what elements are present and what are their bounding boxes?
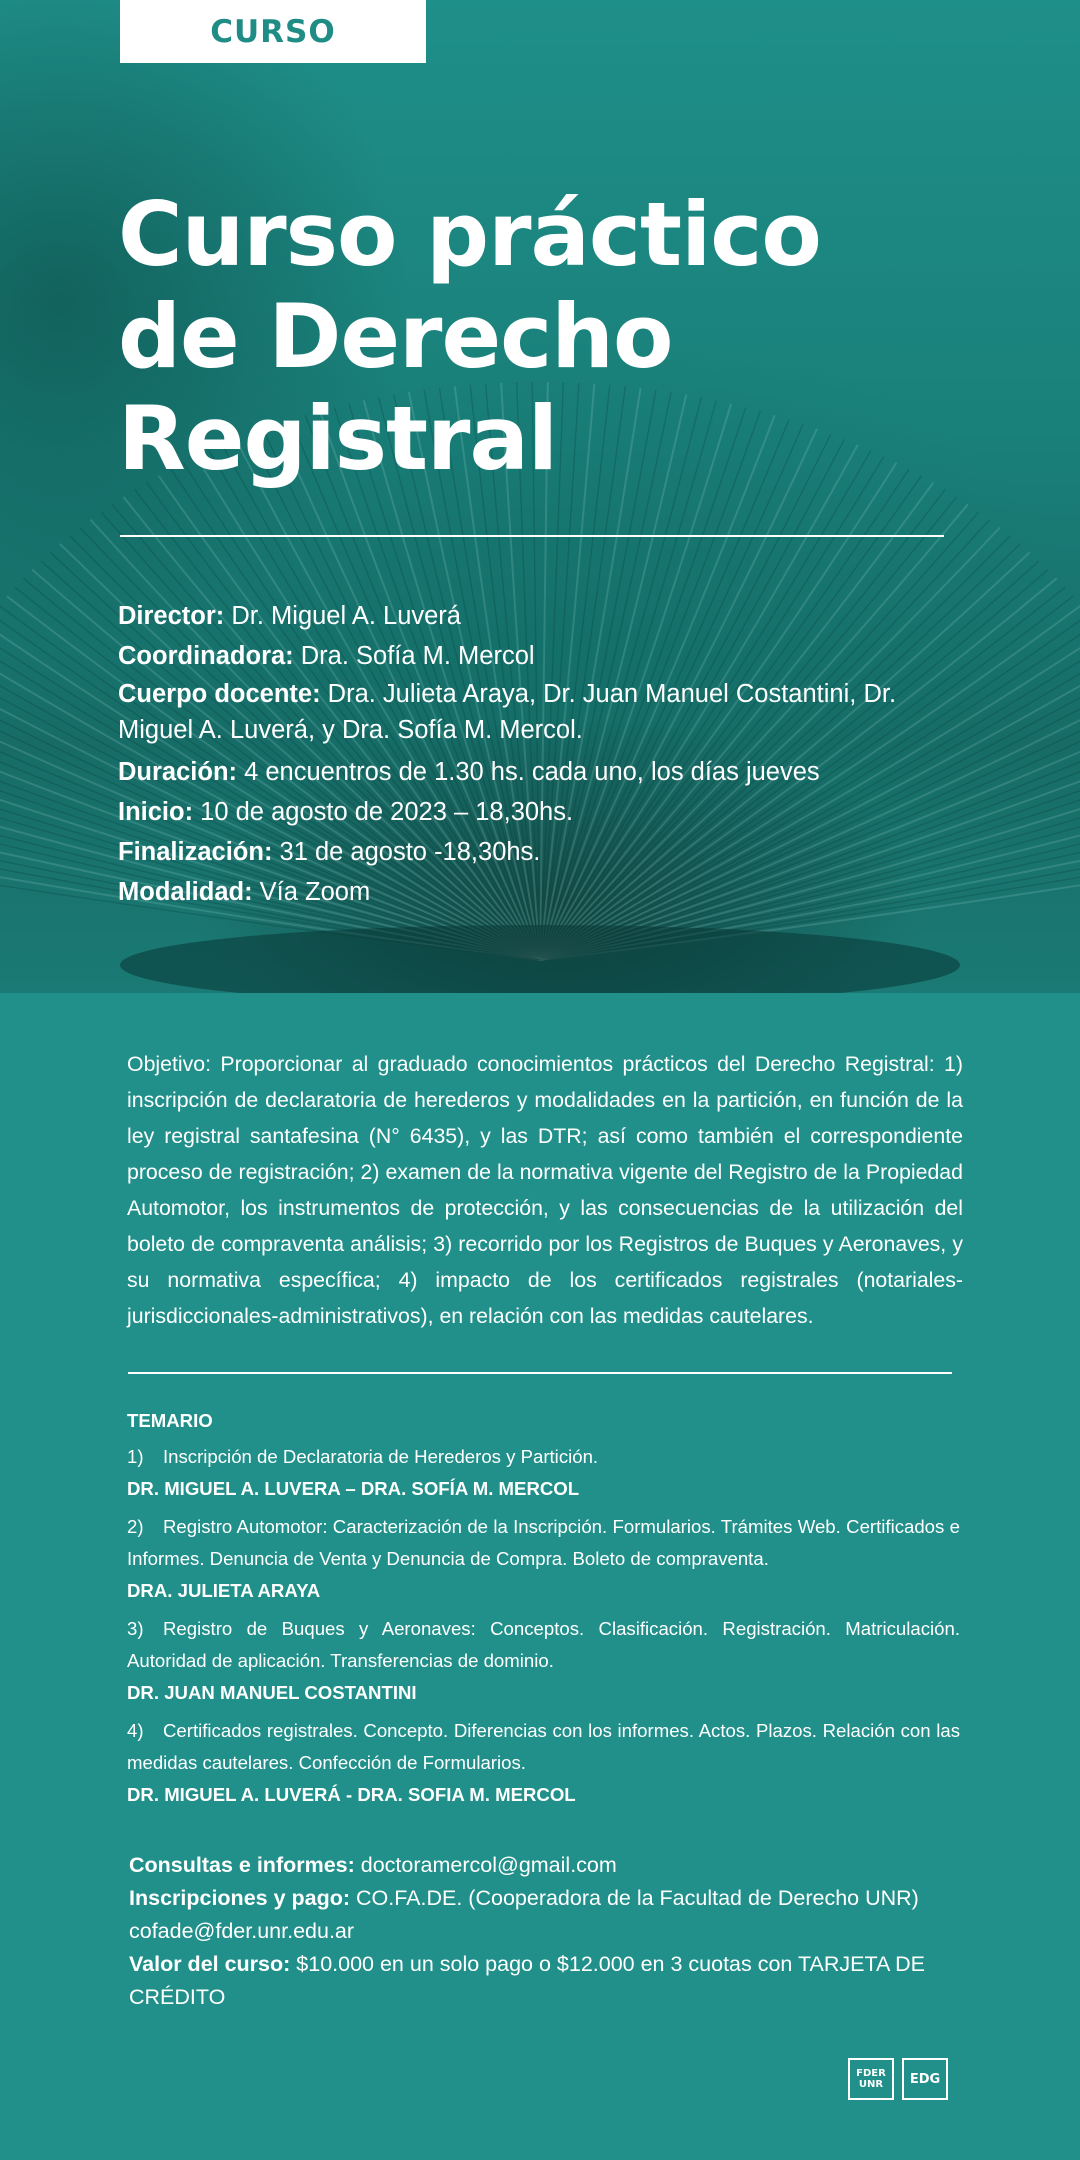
title-line-3: Registral	[118, 387, 557, 490]
temario-item-number: 1)	[127, 1446, 144, 1467]
temario-heading: TEMARIO	[127, 1410, 213, 1431]
temario-item	[127, 1715, 960, 1779]
course-info	[118, 596, 978, 912]
hero-section	[0, 0, 1080, 993]
course-badge	[120, 0, 426, 63]
temario-item-professor: DR. MIGUEL A. LUVERÁ - DRA. SOFIA M. MERCOL	[127, 1784, 576, 1805]
objective-paragraph: Objetivo: Proporcionar al graduado conocimientos prácticos del Derecho Registral: 1) inscripción de declaratoria de herederos y modalidades en la partición, en función de la ley registral santafesina (N° 6435), y las DTR; así como también el correspondiente proceso de registración; 2) examen de la normativa vigente del Registro de la Propiedad Automotor, los instrumentos de protección, y las consecuencias de la utilización del boleto de compraventa análisis; 3) recorrido por los Registros de Buques y Aeronaves, y su normativa específica; 4) impacto de los certificados registrales (notariales-jurisdiccionales-administrativos), en relación con las medidas cautelares.	[127, 1052, 963, 1328]
temario-item	[127, 1511, 960, 1575]
contact-section	[129, 1849, 959, 2014]
title-line-2: de Derecho	[118, 285, 673, 388]
edg-logo: EDG	[902, 2058, 948, 2100]
info-modalidad: Modalidad: Vía Zoom	[118, 878, 371, 906]
info-inicio: Inicio: 10 de agosto de 2023 – 18,30hs.	[118, 798, 574, 826]
section-divider	[128, 1372, 952, 1374]
contact-inscripciones: Inscripciones y pago: CO.FA.DE. (Cooperadora de la Facultad de Derecho UNR) cofade@fder.unr.edu.ar	[129, 1886, 919, 1943]
info-director: Director: Dr. Miguel A. Luverá	[118, 602, 461, 630]
temario-item-number: 4)	[127, 1720, 144, 1741]
page-title	[118, 184, 978, 490]
temario-item-text: Certificados registrales. Concepto. Diferencias con los informes. Actos. Plazos. Relación con las medidas cautelares. Confección de Formularios.	[127, 1720, 960, 1773]
temario-item-professor: DR. JUAN MANUEL COSTANTINI	[127, 1682, 417, 1703]
footer-logos	[848, 2058, 948, 2100]
info-cuerpo-docente: Cuerpo docente: Dra. Julieta Araya, Dr. Juan Manuel Costantini, Dr. Miguel A. Luverá, y Dra. Sofía M. Mercol.	[118, 680, 897, 744]
contact-consultas: Consultas e informes: doctoramercol@gmail.com	[129, 1853, 617, 1877]
temario-section	[127, 1405, 960, 1817]
fder-unr-logo: FDER UNR	[848, 2058, 894, 2100]
contact-valor: Valor del curso: $10.000 en un solo pago o $12.000 en 3 cuotas con TARJETA DE CRÉDITO	[129, 1952, 926, 2009]
course-badge-label: CURSO	[210, 13, 336, 50]
temario-item-text: Registro Automotor: Caracterización de la Inscripción. Formularios. Trámites Web. Certificados e Informes. Denuncia de Venta y Denuncia de Compra. Boleto de compraventa.	[127, 1516, 960, 1569]
hero-divider	[120, 535, 944, 537]
temario-item-text: Inscripción de Declaratoria de Herederos y Partición.	[163, 1446, 599, 1467]
info-finalizacion: Finalización: 31 de agosto -18,30hs.	[118, 838, 541, 866]
title-line-1: Curso práctico	[118, 183, 821, 286]
temario-item-number: 2)	[127, 1516, 144, 1537]
temario-item-professor: DR. MIGUEL A. LUVERA – DRA. SOFÍA M. MERCOL	[127, 1478, 580, 1499]
book-spine-shadow	[120, 925, 960, 993]
temario-item	[127, 1441, 960, 1473]
info-coordinadora: Coordinadora: Dra. Sofía M. Mercol	[118, 642, 535, 670]
temario-item	[127, 1613, 960, 1677]
temario-item-text: Registro de Buques y Aeronaves: Conceptos. Clasificación. Registración. Matriculación. Autoridad de aplicación. Transferencias de dominio.	[127, 1618, 960, 1671]
info-duracion: Duración: 4 encuentros de 1.30 hs. cada uno, los días jueves	[118, 758, 820, 786]
temario-item-professor: DRA. JULIETA ARAYA	[127, 1580, 321, 1601]
temario-item-number: 3)	[127, 1618, 144, 1639]
